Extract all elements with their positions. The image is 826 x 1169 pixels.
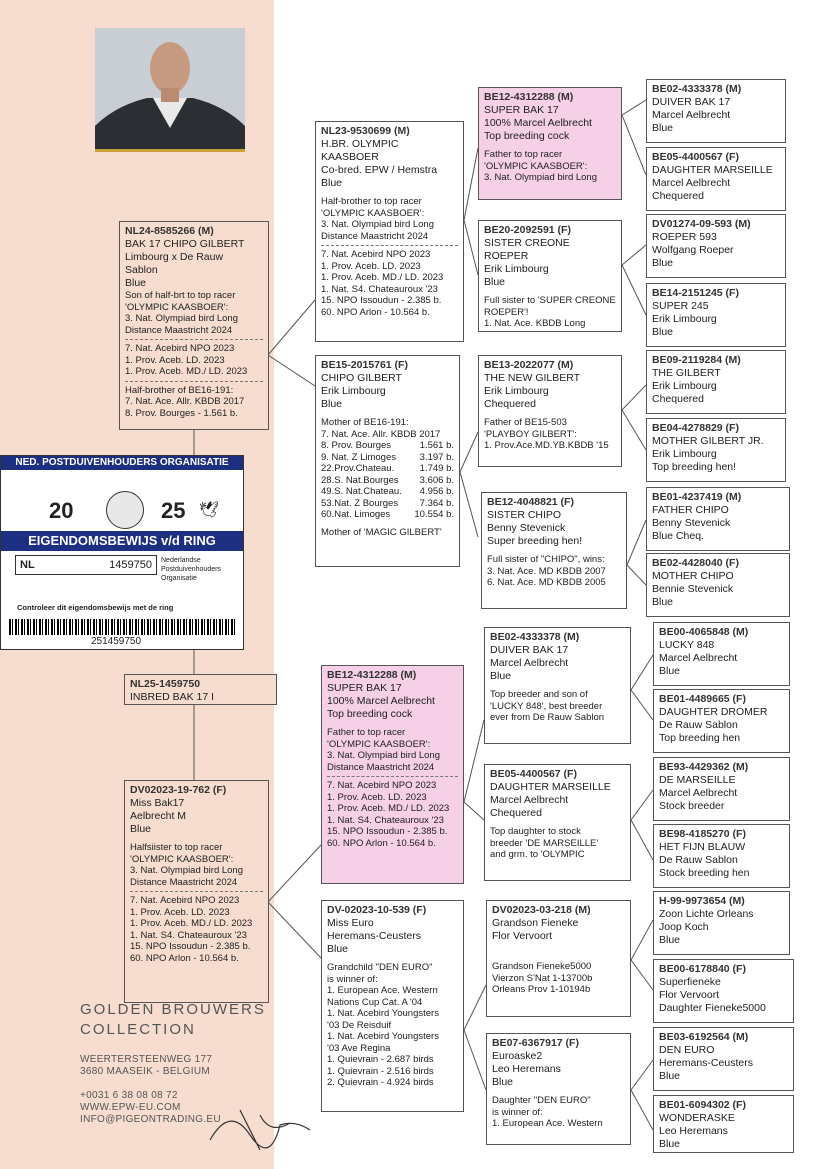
gggp-id: H-99-9973654 (M) — [659, 895, 745, 907]
ggp-name: SUPER BAK 17 — [484, 104, 559, 116]
gp-color: Blue — [321, 177, 343, 189]
gp-result-birds: 1.749 b. — [419, 463, 454, 474]
sire-breeder-2: Sablon — [125, 264, 158, 276]
gp-name: H.BR. OLYMPIC KAASBOER — [321, 138, 399, 163]
ggp-note: 1. Prov.Ace.MD.YB.KBDB '15 — [484, 440, 609, 451]
ggp-note: ever from De Rauw Sablon — [490, 712, 605, 723]
sire-color: Blue — [125, 277, 147, 289]
gggp-color: Blue — [652, 326, 674, 338]
brand-line-1: GOLDEN BROUWERS — [80, 1001, 266, 1018]
dam-color: Blue — [130, 823, 152, 835]
gggp-name: DE MARSEILLE — [659, 774, 736, 786]
sire-half-brother: 7. Nat. Ace. Allr. KBDB 2017 — [125, 396, 245, 407]
gg-grandparent-box — [646, 79, 786, 143]
great-grandparent-box — [481, 492, 627, 609]
ggp-note: 3. Nat. Ace. MD KBDB 2007 — [487, 565, 606, 577]
gp-note: 1. European Ace. Western — [327, 985, 438, 996]
gggp-name: DEN EURO — [659, 1044, 715, 1056]
gggp-id: BE93-4429362 (M) — [659, 761, 749, 773]
gggp-color: Stock breeder — [659, 800, 725, 812]
sire-note: Son of half-brt to top racer — [125, 290, 236, 301]
gp-result: 1. Prov. Aceb. MD./ LD. 2023 — [327, 803, 450, 814]
gggp-breeder: Heremans-Ceusters — [659, 1057, 753, 1069]
ggp-note: Top daughter to stock — [490, 826, 581, 837]
ggp-color: Chequered — [490, 807, 542, 819]
gp-result: 1. Nat. S4. Chateauroux '23 — [321, 283, 438, 295]
gp-result-birds: 10.554 b. — [414, 509, 454, 520]
gp-note: 1. Quievrain - 2.516 birds — [327, 1065, 434, 1077]
gg-grandparent-box — [653, 757, 790, 821]
gp-note: is winner of: — [327, 973, 378, 985]
gggp-color: Blue — [659, 665, 681, 677]
ggp-note: Grandson Fieneke5000 — [492, 961, 592, 972]
gp-breeder: Erik Limbourg — [321, 385, 386, 397]
dam-note: Distance Maastricht 2024 — [130, 876, 238, 888]
ggp-note: 'OLYMPIC KAASBOER': — [484, 160, 588, 172]
ggp-name: Euroaske2 — [492, 1050, 543, 1062]
gg-grandparent-box — [646, 147, 786, 211]
ggp-color: Blue — [490, 670, 512, 682]
gggp-id: BE01-6094302 (F) — [659, 1099, 746, 1111]
gggp-color: Chequered — [652, 393, 704, 405]
ggp-note: 'LUCKY 848', best breeder — [490, 700, 603, 712]
gggp-breeder: Leo Heremans — [659, 1125, 728, 1137]
gggp-breeder: De Rauw Sablon — [659, 854, 738, 866]
gp-result: 7. Nat. Acebird NPO 2023 — [321, 249, 431, 260]
gggp-breeder: Wolfgang Roeper — [652, 244, 734, 256]
great-grandparent-box — [486, 1033, 631, 1145]
ggp-name: DUIVER BAK 17 — [490, 644, 569, 656]
gp-result-birds: 4.956 b. — [419, 486, 454, 497]
sire-half-brother: Half-brother of BE16-191: — [125, 384, 234, 396]
grandparent-box — [321, 900, 464, 1112]
sire-result: 1. Prov. Aceb. LD. 2023 — [125, 354, 225, 366]
ownership-card — [0, 455, 244, 650]
gggp-name: SUPER 245 — [652, 300, 709, 312]
gggp-color: Blue — [659, 1070, 681, 1082]
gp-name: CHIPO GILBERT — [321, 372, 402, 384]
gp-note: Mother of BE16-191: — [321, 417, 409, 428]
address-line: 3680 MAASEIK - BELGIUM — [80, 1066, 210, 1077]
gggp-color: Blue — [659, 1138, 681, 1150]
dam-result: 1. Prov. Aceb. MD./ LD. 2023 — [130, 918, 253, 929]
great-grandparent-box — [484, 764, 631, 881]
gggp-name: DUIVER BAK 17 — [652, 96, 731, 108]
gggp-breeder: Marcel Aelbrecht — [652, 109, 731, 121]
gggp-name: ROEPER 593 — [652, 231, 717, 243]
gggp-id: BE09-2119284 (M) — [652, 354, 741, 366]
card-note: Controleer dit eigendomsbewijs met de ring — [17, 603, 174, 612]
email-link[interactable]: INFO@PIGEONTRADING.EU — [80, 1114, 221, 1125]
gg-grandparent-box — [646, 418, 786, 482]
gp-note: 1. Quievrain - 2.687 birds — [327, 1054, 434, 1065]
gp-id: DV-02023-10-539 (F) — [327, 904, 427, 916]
ggp-note: Orleans Prov 1-10194b — [492, 984, 591, 995]
brand-line-2: COLLECTION — [80, 1021, 196, 1038]
ggp-note: 3. Nat. Olympiad bird Long — [484, 172, 598, 183]
gggp-breeder: Marcel Aelbrecht — [659, 787, 738, 799]
ggp-breeder: Marcel Aelbrecht — [490, 794, 569, 806]
subject-name: INBRED BAK 17 I — [130, 691, 215, 703]
gp-result: 1. Prov. Aceb. MD./ LD. 2023 — [321, 272, 444, 283]
great-grandparent-box — [478, 355, 622, 467]
gggp-breeder: De Rauw Sablon — [659, 719, 738, 731]
great-grandparent-box — [478, 220, 622, 332]
ggp-note: and grm. to 'OLYMPIC — [490, 849, 585, 860]
ggp-color: Top breeding cock — [484, 130, 570, 142]
ggp-note: ROEPER'! — [484, 306, 529, 318]
ggp-note: Father of BE15-503 — [484, 417, 567, 428]
gggp-name: WONDERASKE — [659, 1112, 735, 1124]
gg-grandparent-box — [653, 824, 790, 888]
card-ring-number: 1459750 — [109, 559, 152, 571]
dam-result: 1. Nat. S4. Chateauroux '23 — [130, 929, 247, 941]
gggp-breeder: Bennie Stevenick — [652, 583, 734, 595]
gg-grandparent-box — [646, 214, 786, 278]
gp-result: 1. Prov. Aceb. LD. 2023 — [321, 260, 421, 272]
gp-color: Blue — [327, 943, 349, 955]
gg-grandparent-box — [653, 959, 794, 1023]
gp-id: BE15-2015761 (F) — [321, 359, 408, 371]
ggp-note: Daughter "DEN EURO" — [492, 1095, 591, 1106]
website-link[interactable]: WWW.EPW-EU.COM — [80, 1102, 181, 1113]
gggp-breeder: Joop Koch — [659, 921, 709, 933]
sire-id: NL24-8585266 (M) — [125, 225, 214, 237]
dam-breeder: Aelbrecht M — [130, 810, 187, 822]
gp-result-birds: 7.364 b. — [419, 497, 454, 509]
gg-grandparent-box — [653, 689, 790, 753]
gp-result: 15. NPO Issoudun - 2.385 b. — [327, 826, 448, 837]
grandparent-box — [321, 665, 464, 884]
great-grandparent-box — [486, 900, 631, 1017]
gp-result: 60.Nat. Limoges — [321, 509, 391, 520]
sire-result: 7. Nat. Acebird NPO 2023 — [125, 343, 235, 354]
ggp-note: Full sister to 'SUPER CREONE — [484, 295, 616, 306]
card-ring-box — [15, 555, 157, 575]
ggp-color: Blue — [492, 1076, 514, 1088]
gggp-breeder: Erik Limbourg — [652, 380, 717, 392]
gp-result: 1. Prov. Aceb. LD. 2023 — [327, 791, 427, 803]
ggp-id: BE12-4048821 (F) — [487, 496, 574, 508]
gp-name: SUPER BAK 17 — [327, 682, 402, 694]
ggp-color: Blue — [484, 276, 506, 288]
gggp-breeder: Erik Limbourg — [652, 448, 717, 460]
ggp-id: BE02-4333378 (M) — [490, 631, 580, 643]
gggp-name: THE GILBERT — [652, 367, 721, 379]
ggp-breeder: 100% Marcel Aelbrecht — [484, 117, 592, 129]
gp-note: 1. Nat. Acebird Youngsters — [327, 1008, 439, 1019]
gggp-color: Blue — [652, 257, 674, 269]
dam-result: 1. Prov. Aceb. LD. 2023 — [130, 906, 230, 918]
ggp-color: Super breeding hen! — [487, 535, 583, 547]
gp-breeder: 100% Marcel Aelbrecht — [327, 695, 435, 707]
gp-color: Blue — [321, 398, 343, 410]
gggp-id: BE00-6178840 (F) — [659, 963, 746, 975]
gggp-id: DV01274-09-593 (M) — [652, 218, 751, 230]
gggp-name: HET FIJN BLAUW — [659, 841, 746, 853]
lion-emblem-icon — [106, 491, 144, 529]
gggp-id: BE02-4333378 (M) — [652, 83, 742, 95]
ggp-name: SISTER CHIPO — [487, 509, 562, 521]
ggp-id: BE07-6367917 (F) — [492, 1037, 579, 1049]
sire-result: 1. Prov. Aceb. MD./ LD. 2023 — [125, 366, 248, 377]
gp-id: BE12-4312288 (M) — [327, 669, 417, 681]
gp-note: 1. Nat. Acebird Youngsters — [327, 1031, 439, 1042]
gp-note: 'OLYMPIC KAASBOER': — [327, 738, 431, 750]
gp-result-birds: 3.606 b. — [419, 474, 454, 486]
sire-name: BAK 17 CHIPO GILBERT — [125, 238, 245, 250]
gp-note: Distance Maastricht 2024 — [327, 761, 435, 773]
gggp-color: Chequered — [652, 190, 704, 202]
ggp-name: SISTER CREONE ROEPER — [484, 237, 570, 262]
gg-grandparent-box — [653, 622, 790, 686]
gggp-id: BE04-4278829 (F) — [652, 422, 739, 434]
gp-note: 2. Quievrain - 4.924 birds — [327, 1077, 434, 1088]
subject-id: NL25-1459750 — [130, 678, 201, 690]
gggp-id: BE05-4400567 (F) — [652, 151, 739, 163]
gp-note: Mother of 'MAGIC GILBERT' — [321, 526, 442, 538]
gp-result-birds: 3.197 b. — [419, 451, 454, 463]
ggp-note: 'PLAYBOY GILBERT': — [484, 428, 577, 440]
ggp-breeder: Erik Limbourg — [484, 263, 549, 275]
barcode-number: 251459750 — [91, 636, 142, 647]
gggp-name: DAUGHTER MARSEILLE — [652, 164, 773, 176]
gp-result: 22.Prov.Chateau. — [321, 463, 395, 474]
ggp-breeder: Flor Vervoort — [492, 930, 553, 942]
dam-name: Miss Bak17 — [130, 797, 185, 809]
gp-result: 8. Prov. Bourges — [321, 440, 392, 451]
gp-note: '03 Ave Regina — [327, 1042, 391, 1054]
gggp-breeder: Erik Limbourg — [652, 313, 717, 325]
gp-result: 7. Nat. Ace. Allr. KBDB 2017 — [321, 428, 441, 440]
gp-note: Half-brother to top racer — [321, 196, 422, 207]
gp-result: 9. Nat. Z Limoges — [321, 451, 396, 463]
gggp-name: DAUGHTER DROMER — [659, 706, 768, 718]
sire-box — [119, 221, 269, 430]
card-org: NED. POSTDUIVENHOUDERS ORGANISATIE — [1, 456, 243, 470]
gp-result: 53.Nat. Z Bourges — [321, 497, 399, 509]
sire-breeder: Limbourg x De Rauw — [125, 251, 224, 263]
gggp-name: FATHER CHIPO — [652, 504, 729, 516]
gp-color: Top breeding cock — [327, 708, 413, 720]
ggp-name: THE NEW GILBERT — [484, 372, 581, 384]
gg-grandparent-box — [646, 487, 790, 551]
gp-name: Miss Euro — [327, 917, 374, 929]
gp-result: 1. Nat. S4. Chateauroux '23 — [327, 814, 444, 826]
ggp-breeder: Erik Limbourg — [484, 385, 549, 397]
gp-result: 49.S. Nat.Chateau. — [321, 486, 402, 497]
gp-note: Nations Cup Cat. A '04 — [327, 996, 423, 1008]
gggp-id: BE01-4489665 (F) — [659, 693, 746, 705]
ggp-note: is winner of: — [492, 1106, 543, 1118]
gp-note: Father to top racer — [327, 727, 406, 738]
great-grandparent-box — [484, 627, 631, 744]
ggp-breeder: Benny Stevenick — [487, 522, 566, 534]
ggp-id: BE20-2092591 (F) — [484, 224, 571, 236]
gggp-color: Top breeding hen — [659, 732, 741, 744]
gp-result: 28.S. Nat.Bourges — [321, 474, 399, 486]
great-grandparent-box — [478, 87, 622, 200]
dam-result: 7. Nat. Acebird NPO 2023 — [130, 895, 240, 906]
gp-result: 15. NPO Issoudun - 2.385 b. — [321, 295, 442, 306]
barcode — [9, 619, 235, 635]
ggp-note: Full sister of "CHIPO", wins: — [487, 554, 605, 565]
gp-breeder: Co-bred. EPW / Hemstra — [321, 164, 438, 176]
sire-note: 'OLYMPIC KAASBOER': — [125, 301, 229, 313]
gggp-id: BE00-4065848 (M) — [659, 626, 749, 638]
gggp-name: MOTHER CHIPO — [652, 570, 734, 582]
dove-icon: 🕊 — [199, 502, 220, 519]
phone: +0031 6 38 08 08 72 — [80, 1090, 178, 1101]
gggp-breeder: Marcel Aelbrecht — [659, 652, 738, 664]
gggp-id: BE14-2151245 (F) — [652, 287, 739, 299]
gggp-name: Zoon Lichte Orleans — [659, 908, 754, 920]
gggp-id: BE03-6192564 (M) — [659, 1031, 749, 1043]
gggp-breeder: Marcel Aelbrecht — [652, 177, 731, 189]
gp-note: 'OLYMPIC KAASBOER': — [321, 207, 425, 219]
gp-note: Grandchild "DEN EURO" — [327, 962, 433, 973]
gg-grandparent-box — [646, 283, 786, 347]
ggp-name: Grandson Fieneke — [492, 917, 579, 929]
card-country: NL — [20, 559, 35, 571]
gggp-color: Daughter Fieneke5000 — [659, 1002, 766, 1014]
gp-note: 3. Nat. Olympiad bird Long — [321, 219, 435, 230]
address-line: WEERTERSTEENWEG 177 — [80, 1054, 213, 1065]
dam-result: 15. NPO Issoudun - 2.385 b. — [130, 941, 251, 952]
gggp-name: LUCKY 848 — [659, 639, 715, 651]
ggp-id: BE12-4312288 (M) — [484, 91, 574, 103]
sire-half-brother: 8. Prov. Bourges - 1.561 b. — [125, 407, 238, 419]
gp-result: 60. NPO Arlon - 10.564 b. — [327, 837, 436, 849]
gggp-breeder: Benny Stevenick — [652, 517, 731, 529]
gggp-name: Superfieneke — [659, 976, 721, 988]
grandparent-box — [315, 355, 460, 567]
gp-note: Distance Maastricht 2024 — [321, 230, 429, 242]
signature-icon — [200, 1095, 320, 1155]
gggp-id: BE01-4237419 (M) — [652, 491, 742, 503]
dam-result: 60. NPO Arlon - 10.564 b. — [130, 952, 239, 964]
gggp-color: Blue — [659, 934, 681, 946]
ggp-note: Father to top racer — [484, 149, 563, 160]
sire-note: 3. Nat. Olympiad bird Long — [125, 313, 239, 324]
dam-note: 'OLYMPIC KAASBOER': — [130, 853, 234, 865]
card-year-right: 25 — [161, 498, 186, 523]
gp-result: 60. NPO Arlon - 10.564 b. — [321, 306, 430, 318]
ggp-id: DV02023-03-218 (M) — [492, 904, 591, 916]
dam-note: Halfsiister to top racer — [130, 842, 223, 853]
dam-note: 3. Nat. Olympiad bird Long — [130, 865, 244, 876]
gg-grandparent-box — [653, 891, 790, 955]
gp-breeder: Heremans-Ceusters — [327, 930, 421, 942]
gp-result-birds: 1.561 b. — [419, 440, 454, 451]
gg-grandparent-box — [646, 350, 786, 414]
gg-grandparent-box — [653, 1027, 794, 1091]
gggp-name: MOTHER GILBERT JR. — [652, 435, 764, 447]
gggp-id: BE98-4185270 (F) — [659, 828, 746, 840]
ggp-note: breeder 'DE MARSEILLE' — [490, 837, 599, 849]
card-org-side: Nederlandse Postduivenhouders Organisatie — [161, 557, 221, 582]
ggp-id: BE13-2022077 (M) — [484, 359, 574, 371]
card-title: EIGENDOMSBEWIJS v/d RING — [1, 531, 243, 551]
sire-note: Distance Maastricht 2024 — [125, 324, 233, 336]
subject-box — [124, 674, 277, 705]
dam-id: DV02023-19-762 (F) — [130, 784, 227, 796]
grandparent-box — [315, 121, 464, 342]
gp-result: 7. Nat. Acebird NPO 2023 — [327, 780, 437, 791]
gp-note: 3. Nat. Olympiad bird Long — [327, 750, 441, 761]
gp-note: '03 De Reisduif — [327, 1019, 392, 1031]
ggp-color: Chequered — [484, 398, 536, 410]
ggp-breeder: Leo Heremans — [492, 1063, 561, 1075]
ggp-note: 1. Nat. Ace. KBDB Long — [484, 318, 586, 329]
ggp-breeder: Marcel Aelbrecht — [490, 657, 569, 669]
ggp-note: Top breeder and son of — [490, 689, 588, 700]
ggp-note: 6. Nat. Ace. MD KBDB 2005 — [487, 577, 606, 588]
ggp-note: Vierzon S'Nat 1-13700b — [492, 972, 593, 984]
gg-grandparent-box — [653, 1095, 794, 1153]
gggp-color: Blue — [652, 122, 674, 134]
gggp-color: Blue — [652, 596, 674, 608]
card-year-left: 20 — [49, 498, 74, 523]
ggp-id: BE05-4400567 (F) — [490, 768, 577, 780]
dam-box — [124, 780, 269, 1003]
gg-grandparent-box — [646, 553, 790, 617]
gp-id: NL23-9530699 (M) — [321, 125, 410, 137]
ggp-name: DAUGHTER MARSEILLE — [490, 781, 611, 793]
ggp-note: 1. European Ace. Western — [492, 1118, 603, 1129]
gggp-breeder: Flor Vervoort — [659, 989, 720, 1001]
gggp-id: BE02-4428040 (F) — [652, 557, 739, 569]
gggp-color: Top breeding hen! — [652, 461, 737, 473]
gggp-color: Blue Cheq. — [652, 530, 704, 542]
gggp-color: Stock breeding hen — [659, 867, 750, 879]
